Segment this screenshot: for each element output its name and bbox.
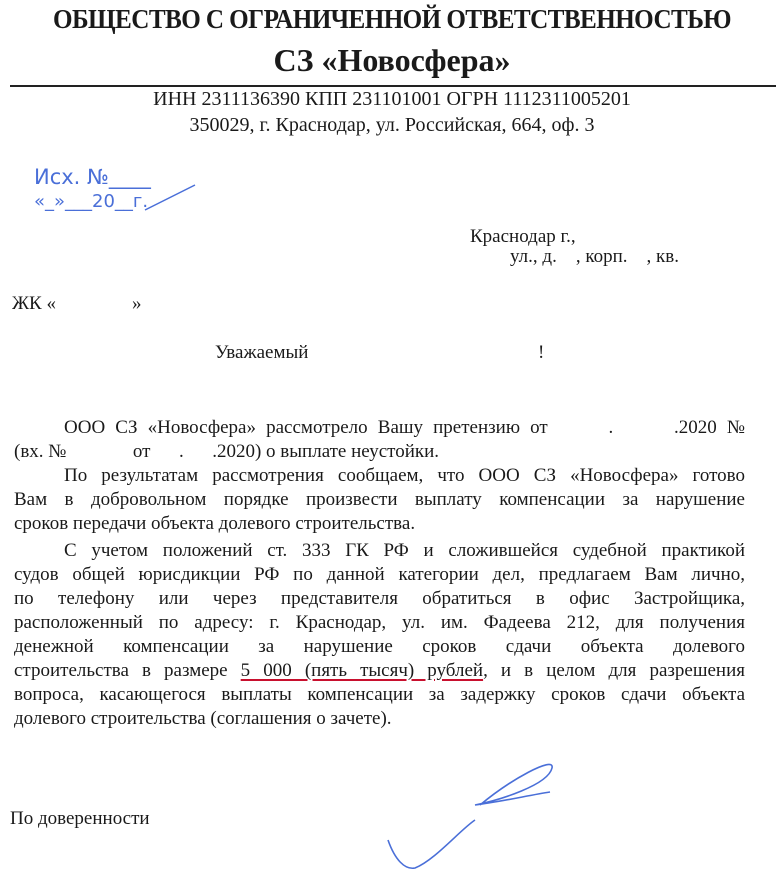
amount-suffix: , и в целом для разрешения — [483, 660, 745, 681]
body-line: ООО СЗ «Новосфера» рассмотрело Вашу претензию от . .2020 № — [64, 417, 745, 438]
greeting-exclamation: ! — [538, 342, 545, 363]
recipient-city: Краснодар г., — [470, 226, 576, 247]
body-line: По результатам рассмотрения сообщаем, что ООО СЗ «Новосфера» готово — [64, 465, 745, 486]
body-line: расположенный по адресу: г. Краснодар, ул. им. Фадеева 212, для получения — [14, 612, 745, 633]
body-line: сроков передачи объекта долевого строительства. — [14, 513, 416, 534]
recipient-complex: ЖК « » — [12, 293, 142, 314]
compensation-amount: 5 000 (пять тысяч) рублей — [240, 660, 484, 681]
body-line: Вам в добровольном порядке произвести выплату компенсации за нарушение — [14, 489, 745, 510]
stamp-slash-mark — [140, 180, 200, 215]
amount-prefix: строительства в размере — [14, 660, 241, 681]
org-name: СЗ «Новосфера» — [273, 42, 511, 78]
recipient-street: ул., д. , корп. , кв. — [510, 246, 679, 267]
body-line: (вх. № от . .2020) о выплате неустойки. — [14, 441, 440, 462]
org-legal-form: ОБЩЕСТВО С ОГРАНИЧЕННОЙ ОТВЕТСТВЕННОСТЬЮ — [53, 4, 731, 34]
signature-label: По доверенности — [10, 808, 150, 829]
body-line: судов общей юрисдикции РФ по данной категории дел, предлагаем Вам лично, — [14, 564, 745, 585]
body-line-amount — [14, 659, 745, 683]
body-line: вопроса, касающегося выплаты компенсации за задержку сроков сдачи объекта — [14, 684, 745, 705]
body-line: долевого строительства (соглашения о зачете). — [14, 708, 392, 729]
greeting: Уважаемый — [215, 342, 309, 363]
body-line: по телефону или через представителя обратиться в офис Застройщика, — [14, 588, 745, 609]
org-address: 350029, г. Краснодар, ул. Российская, 664, оф. 3 — [189, 114, 595, 136]
handwritten-signature — [380, 750, 580, 877]
body-line: денежной компенсации за нарушение сроков сдачи объекта долевого — [14, 636, 745, 657]
header-divider — [10, 85, 776, 87]
outgoing-date-stamp: «_»___20__г. — [34, 191, 149, 212]
body-line: С учетом положений ст. 333 ГК РФ и сложившейся судебной практикой — [64, 540, 745, 561]
outgoing-number-stamp: Исх. №____ — [34, 165, 151, 189]
org-requisites: ИНН 2311136390 КПП 231101001 ОГРН 1112311005201 — [153, 88, 631, 110]
